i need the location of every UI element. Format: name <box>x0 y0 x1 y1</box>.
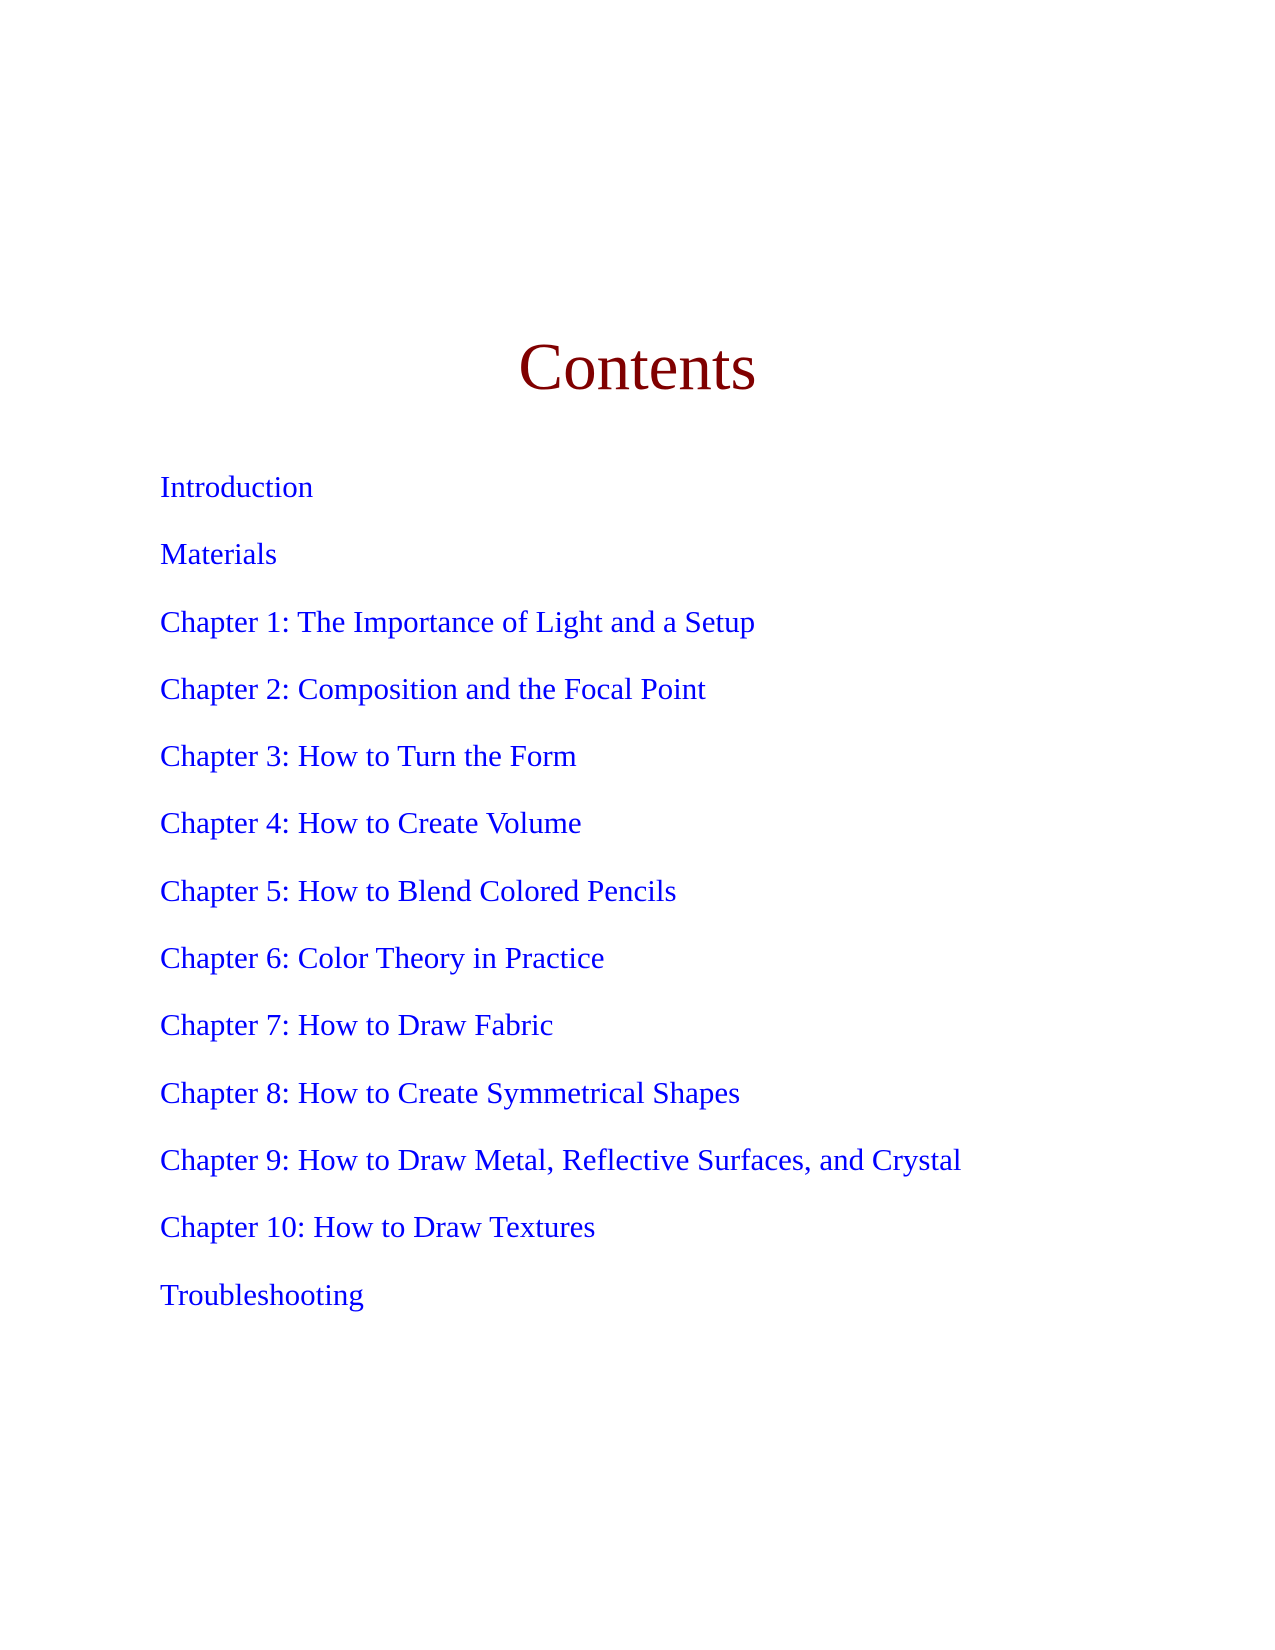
toc-link-chapter-6[interactable]: Chapter 6: Color Theory in Practice <box>160 940 605 976</box>
toc-link-chapter-8[interactable]: Chapter 8: How to Create Symmetrical Shapes <box>160 1074 741 1110</box>
toc-link-chapter-7[interactable]: Chapter 7: How to Draw Fabric <box>160 1007 554 1043</box>
toc-link-chapter-5[interactable]: Chapter 5: How to Blend Colored Pencils <box>160 872 677 908</box>
toc-link-chapter-4[interactable]: Chapter 4: How to Create Volume <box>160 805 582 841</box>
toc-item-chapter-3 <box>160 739 961 806</box>
toc-item-introduction <box>160 470 961 537</box>
toc-item-chapter-1 <box>160 605 961 672</box>
toc-link-introduction[interactable]: Introduction <box>160 469 314 504</box>
toc-link-chapter-1[interactable]: Chapter 1: The Importance of Light and a Setup <box>160 603 756 639</box>
toc-link-chapter-2[interactable]: Chapter 2: Composition and the Focal Point <box>160 670 706 706</box>
page-title: Contents <box>518 330 757 404</box>
toc-item-chapter-8 <box>160 1076 961 1143</box>
toc-item-chapter-9 <box>160 1143 961 1210</box>
toc-item-chapter-5 <box>160 874 961 941</box>
toc-item-chapter-7 <box>160 1008 961 1075</box>
toc-link-troubleshooting[interactable]: Troubleshooting <box>160 1276 364 1312</box>
toc-link-chapter-9[interactable]: Chapter 9: How to Draw Metal, Reflective Surfaces, and Crystal <box>160 1141 962 1177</box>
toc-item-chapter-4 <box>160 806 961 873</box>
toc-item-chapter-2 <box>160 672 961 739</box>
toc-item-chapter-6 <box>160 941 961 1008</box>
toc-link-materials[interactable]: Materials <box>160 536 278 572</box>
toc-link-chapter-10[interactable]: Chapter 10: How to Draw Textures <box>160 1209 596 1245</box>
table-of-contents <box>160 470 961 1345</box>
toc-item-materials <box>160 537 961 604</box>
toc-link-chapter-3[interactable]: Chapter 3: How to Turn the Form <box>160 738 577 774</box>
toc-item-chapter-10 <box>160 1210 961 1277</box>
toc-item-troubleshooting <box>160 1278 961 1345</box>
